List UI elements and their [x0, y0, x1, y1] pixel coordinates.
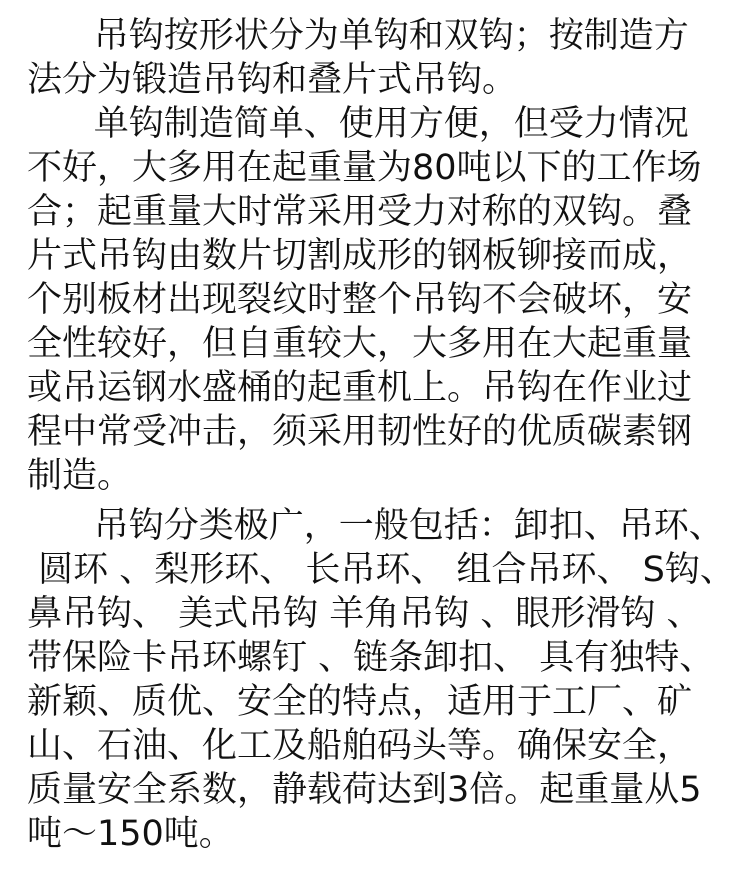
text-line: 新颖、质优、安全的特点，适用于工厂、矿	[27, 682, 693, 722]
text-line: 山、石油、化工及船舶码头等。确保安全，	[27, 726, 693, 766]
text-line: 鼻吊钩、 美式吊钩 羊角吊钩 、眼形滑钩 、	[27, 594, 702, 634]
text-line: 片式吊钩由数片切割成形的钢板铆接而成，	[27, 236, 693, 276]
text-line: 全性较好，但自重较大，大多用在大起重量	[27, 324, 693, 364]
text-line: 个别板材出现裂纹时整个吊钩不会破坏，安	[27, 280, 693, 320]
text-line: 吊钩分类极广，一般包括：卸扣、吊环、	[27, 506, 724, 546]
text-line: 合；起重量大时常采用受力对称的双钩。叠	[27, 192, 693, 232]
text-line: 吨～150吨。	[27, 814, 234, 854]
text-line: 质量安全系数，静载荷达到3倍。起重量从5	[27, 770, 702, 810]
text-line: 吊钩按形状分为单钩和双钩；按制造方	[27, 16, 689, 56]
text-line: 程中常受冲击，须采用韧性好的优质碳素钢	[27, 412, 693, 452]
text-line: 单钩制造简单、使用方便，但受力情况	[27, 104, 689, 144]
text-line: 制造。	[27, 456, 133, 496]
text-line: 法分为锻造吊钩和叠片式吊钩。	[27, 60, 518, 100]
text-line: 不好，大多用在起重量为80吨以下的工作场	[27, 148, 702, 188]
text-line: 圆环 、梨形环、 长吊环、 组合吊环、 S钩、	[27, 550, 735, 590]
text-line: 带保险卡吊环螺钉 、链条卸扣、 具有独特、	[27, 638, 715, 678]
text-line: 或吊运钢水盛桶的起重机上。吊钩在作业过	[27, 368, 693, 408]
